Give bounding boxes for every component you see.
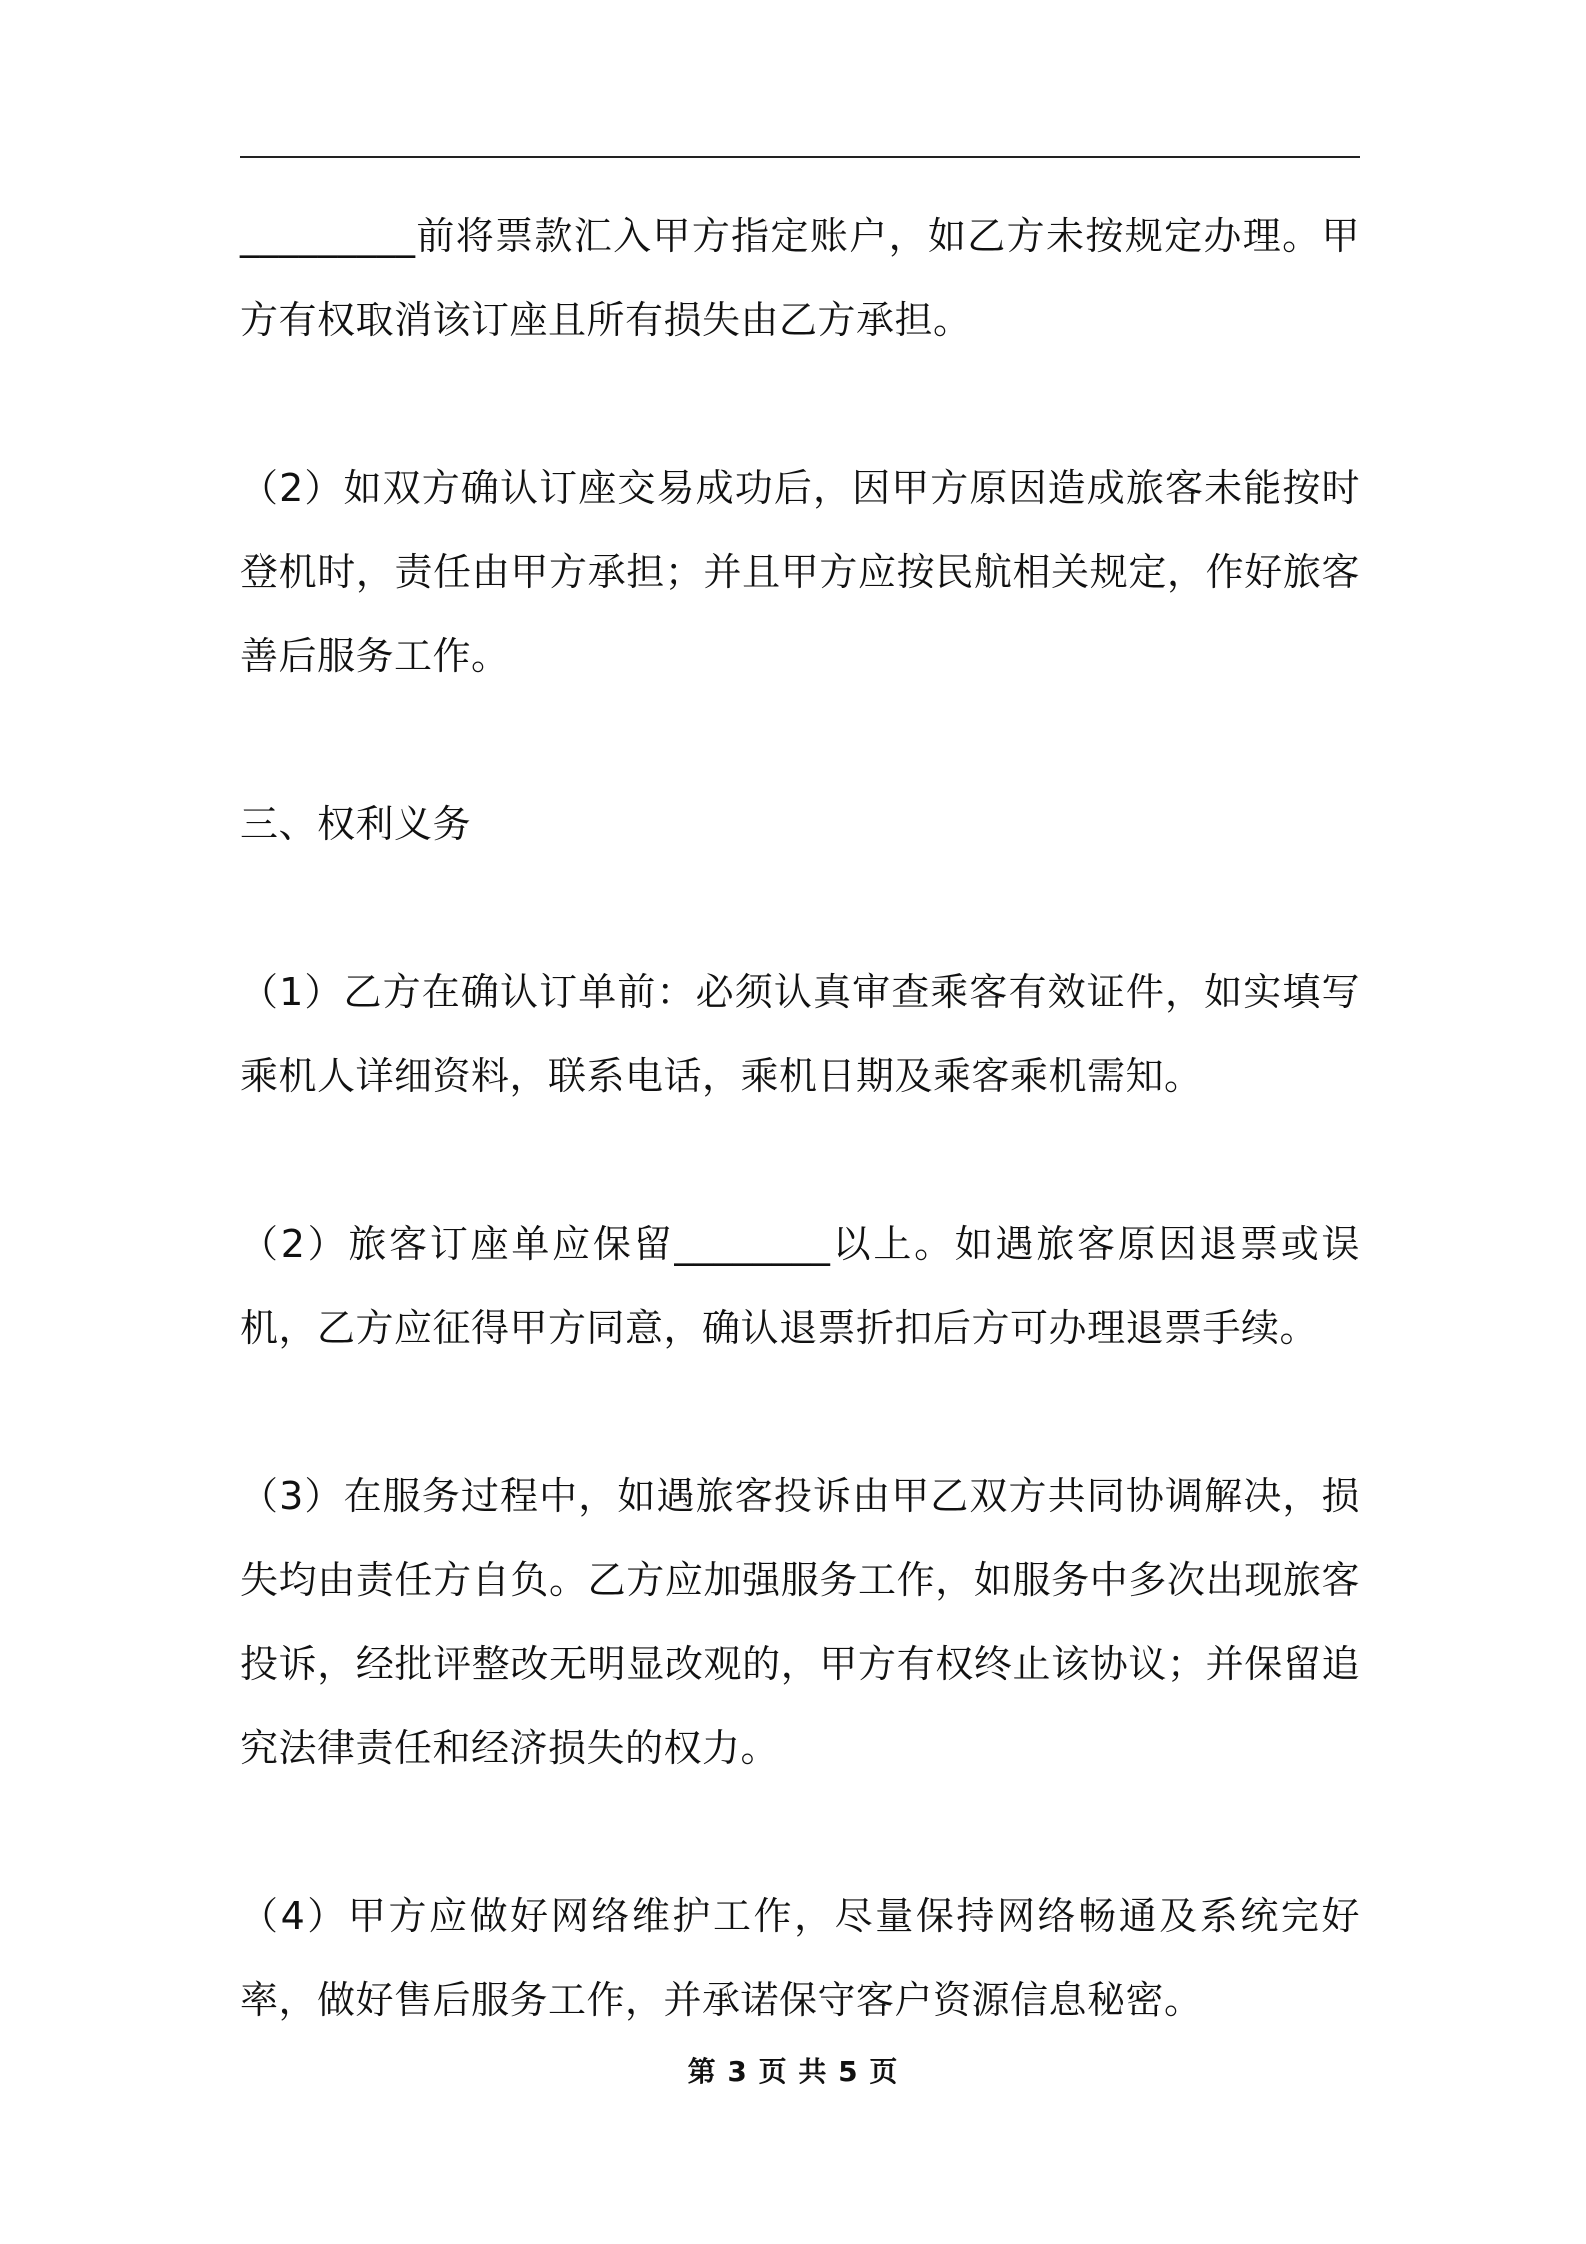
- paragraph-rights-1: （1）乙方在确认订单前：必须认真审查乘客有效证件，如实填写乘机人详细资料，联系电话，乘机日期及乘客乘机需知。: [240, 970, 1360, 1098]
- paragraph-rights-4: （4）甲方应做好网络维护工作，尽量保持网络畅通及系统完好率，做好售后服务工作，并承诺保守客户资源信息秘密。: [240, 1894, 1360, 2022]
- header-rule: [240, 156, 1360, 158]
- section-heading-rights: 三、权利义务: [240, 802, 472, 846]
- paragraph-payment: _________前将票款汇入甲方指定账户，如乙方未按规定办理。甲方有权取消该订座且所有损失由乙方承担。: [240, 214, 1360, 342]
- document-body: [240, 194, 1360, 2042]
- paragraph-clause-2: （2）如双方确认订座交易成功后，因甲方原因造成旅客未能按时登机时，责任由甲方承担；并且甲方应按民航相关规定，作好旅客善后服务工作。: [240, 466, 1360, 678]
- paragraph-rights-3: （3）在服务过程中，如遇旅客投诉由甲乙双方共同协调解决，损失均由责任方自负。乙方应加强服务工作，如服务中多次出现旅客投诉，经批评整改无明显改观的，甲方有权终止该协议；并保留追究法律责任和经济损失的权力。: [240, 1474, 1360, 1770]
- page-number-footer: 第 3 页 共 5 页: [687, 2055, 899, 2088]
- paragraph-rights-2: （2）旅客订座单应保留________以上。如遇旅客原因退票或误机，乙方应征得甲方同意，确认退票折扣后方可办理退票手续。: [240, 1222, 1360, 1350]
